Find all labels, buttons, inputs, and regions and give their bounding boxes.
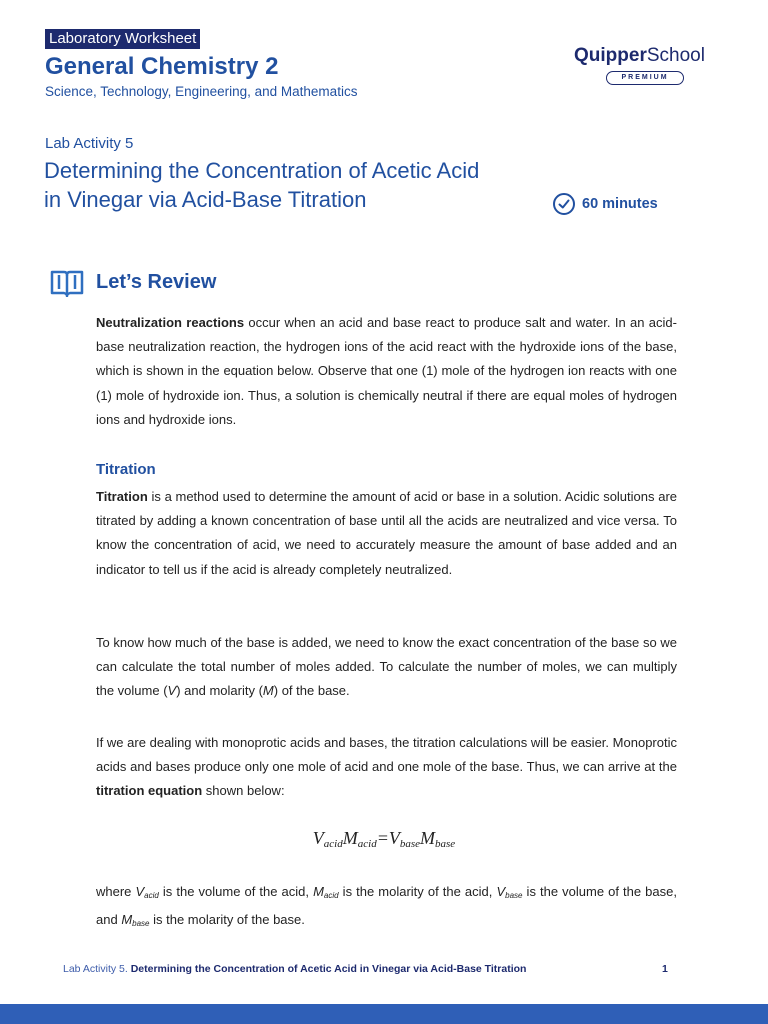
eq-v-base (389, 828, 420, 848)
duration (552, 192, 658, 216)
eq-m1: M (342, 828, 358, 848)
titration-paragraph-2 (96, 631, 677, 704)
book-icon (49, 267, 85, 297)
titration-text-2b: ) and molarity ( (176, 683, 263, 699)
eq-sub-acid-1: acid (323, 838, 343, 850)
eq-sub-base-2: base (435, 838, 456, 850)
legend-v-base: V (496, 884, 506, 899)
legend-sub-acid-2: acid (323, 891, 339, 900)
molarity-symbol: M (262, 683, 274, 699)
course-title: General Chemistry 2 (45, 53, 279, 80)
logo-wordmark (574, 44, 720, 68)
legend-text-b: is the volume of the acid, (158, 884, 314, 899)
eq-v1: V (312, 828, 324, 848)
titration-paragraph-3 (96, 731, 677, 804)
legend-text-c: is the molarity of the acid, (338, 884, 497, 899)
review-section-header (49, 267, 216, 297)
duration-text: 60 minutes (582, 196, 658, 212)
eq-m-acid (343, 828, 377, 848)
titration-text-1: is a method used to determine the amount of acid or base in a solution. Acidic solutions are titrated by adding a known concentration of base until all the acids are neutralized and vice versa. To know the concentration of acid, we need to accurately measure the amount of base added and an indicator to tell us if the acid is already completely neutralized. (96, 489, 677, 577)
quipper-school-logo (574, 44, 720, 85)
review-heading: Let’s Review (96, 271, 217, 293)
page-footer (63, 961, 663, 977)
premium-badge: PREMIUM (606, 71, 684, 85)
logo-brand-bold: Quipper (574, 45, 647, 66)
titration-equation (0, 826, 768, 856)
activity-title-line1: Determining the Concentration of Acetic Acid (44, 158, 480, 183)
titration-text-2c: ) of the base. (273, 683, 350, 699)
logo-brand-rest: School (646, 45, 705, 66)
eq-v2: V (388, 828, 400, 848)
titration-term: Titration (96, 489, 148, 504)
activity-label: Lab Activity 5 (45, 135, 134, 152)
legend-m-acid: M (313, 884, 324, 899)
neutralization-paragraph (96, 311, 677, 432)
worksheet-tag: Laboratory Worksheet (45, 29, 200, 49)
neutralization-text: occur when an acid and base react to produce salt and water. In an acid-base neutralization reaction, the hydrogen ions of the acid react with the hydroxide ions of the base, which is shown in the equation below. Observe that one (1) mole of the hydrogen ion reacts with one (1) mole of hydroxide ion. Thus, a solution is chemically neutral if there are equal moles of hydrogen ions and hydroxide ions. (96, 315, 677, 427)
strand-subtitle: Science, Technology, Engineering, and Mathematics (45, 84, 358, 99)
titration-heading: Titration (96, 461, 156, 478)
neutralization-term: Neutralization reactions (96, 315, 245, 330)
legend-sub-acid-1: acid (144, 891, 159, 900)
footer-title: Determining the Concentration of Acetic Acid in Vinegar via Acid-Base Titration (130, 963, 527, 975)
eq-v-acid (313, 828, 343, 848)
legend-v-acid: V (135, 884, 145, 899)
legend-text-e: is the molarity of the base. (149, 912, 305, 928)
titration-equation-term: titration equation (96, 783, 203, 799)
eq-m-base (420, 828, 455, 848)
legend-sub-base-1: base (505, 891, 523, 900)
bottom-bar (0, 1004, 768, 1024)
legend-m-base: M (121, 912, 133, 928)
eq-sub-base-1: base (399, 838, 421, 850)
activity-title-line2: in Vinegar via Acid-Base Titration (44, 187, 367, 212)
legend-sub-base-2: base (132, 919, 150, 929)
page-number: 1 (662, 963, 668, 975)
titration-text-2a: To know how much of the base is added, we need to know the exact concentration of the base so we can calculate the total number of moles added. To calculate the number of moles, we can multiply the volume ( (96, 635, 677, 699)
legend-text-a: where (96, 884, 136, 899)
volume-symbol: V (167, 683, 177, 699)
titration-text-3a: If we are dealing with monoprotic acids and bases, the titration calculations will be easier. Monoprotic acids and bases produce only one mole of acid and one mole of the base. Thus, we can arrive at the (96, 735, 677, 775)
clock-check-icon (552, 192, 576, 216)
titration-paragraph-1 (96, 485, 677, 582)
eq-equals: = (376, 828, 389, 848)
eq-sub-acid-2: acid (357, 838, 377, 850)
legend-text-d: is the volume of the base, and (96, 884, 677, 928)
activity-title (44, 156, 564, 214)
equation-legend (96, 880, 677, 936)
eq-m2: M (420, 828, 436, 848)
titration-text-3b: shown below: (202, 783, 285, 799)
footer-prefix: Lab Activity 5. (63, 963, 131, 975)
